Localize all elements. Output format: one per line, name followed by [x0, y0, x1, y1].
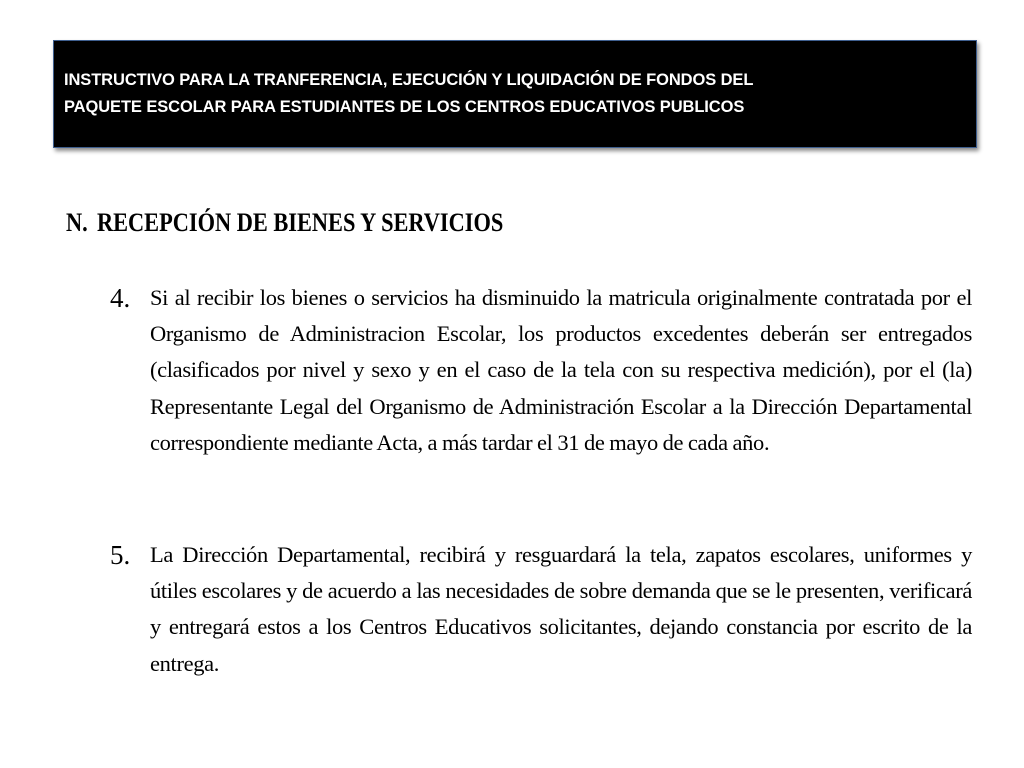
title-line-2: PAQUETE ESCOLAR PARA ESTUDIANTES DE LOS CENTROS EDUCATIVOS PUBLICOS	[64, 98, 745, 116]
section-heading	[66, 205, 503, 241]
item-text: La Dirección Departamental, recibirá y resguardará la tela, zapatos escolares, uniformes y útiles escolares y de acuerdo a las necesidades de sobre demanda que se le presenten, verificará y entregará estos a los Centros Educativos solicitantes, dejando constancia por escrito de la entrega.	[150, 542, 972, 676]
list-item	[110, 280, 972, 461]
item-number: 4.	[110, 283, 131, 313]
item-text: Si al recibir los bienes o servicios ha disminuido la matricula originalmente contratada por el Organismo de Administracion Escolar, los productos excedentes deberán ser entregados (clasificados por nivel y sexo y en el caso de la tela con su respectiva medición), por el (la) Representante Legal del Organismo de Administración Escolar a la Dirección Departamental correspondiente mediante Acta, a más tardar el 31 de mayo de cada año.	[150, 285, 972, 455]
section-letter: N.	[66, 208, 88, 237]
section-title: RECEPCIÓN DE BIENES Y SERVICIOS	[96, 208, 504, 237]
item-number: 5.	[110, 540, 131, 570]
title-line-1: INSTRUCTIVO PARA LA TRANFERENCIA, EJECUCIÓN Y LIQUIDACIÓN DE FONDOS DEL	[64, 71, 754, 89]
title-banner	[53, 40, 977, 148]
list-item	[110, 537, 972, 682]
